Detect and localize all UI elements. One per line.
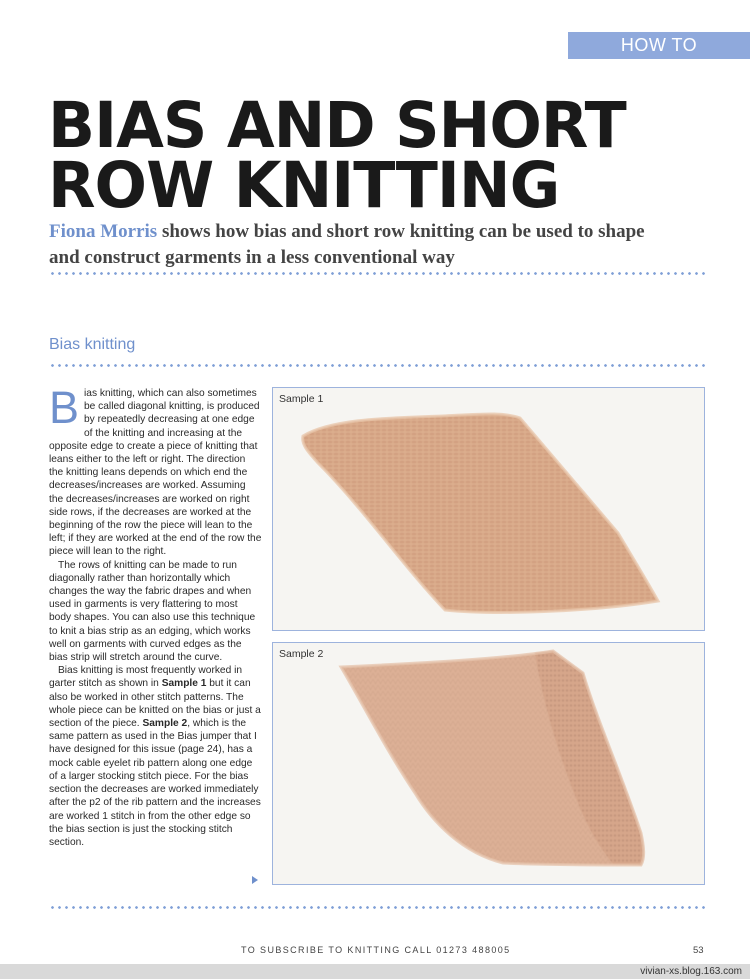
watermark-bar (0, 964, 750, 979)
subscribe-footer: TO SUBSCRIBE TO KNITTING CALL 01273 488005 (241, 945, 511, 955)
article-title (48, 89, 626, 222)
standfirst-text: shows how bias and short row knitting can be used to shape and construct garments in a less conventional way (49, 221, 645, 268)
paragraph-1-text: ias knitting, which can also sometimes be called diagonal knitting, is produced by repeatedly decreasing at one edge of the knitting and increasing at the opposite edge to create a piece of knitting that leans either to the left or right. The direction the knitting leans depends on which end the decreases/increases are worked. Assuming the decreases/increases are worked on right side rows, if the decreases are worked at the beginning of the row the piece will lean to the left; if they are worked at the end of the row the piece will lean to the right. (49, 388, 262, 558)
sample-2-label: Sample 2 (279, 648, 324, 660)
continue-arrow-icon (252, 876, 258, 884)
sample-1-swatch (303, 414, 658, 612)
dotted-divider-bottom (49, 906, 705, 909)
title-line-2: ROW KNITTING (48, 149, 560, 222)
sample-2-photo (272, 642, 705, 885)
dotted-divider-section (49, 364, 705, 367)
paragraph-2: The rows of knitting can be made to run diagonally rather than horizontally which changes the way the fabric drapes and when used in garments is very flattering to most body shapes. You can also use this technique to knit a bias strip as an edging, which works well on garments with curved edges as the bias strip will stretch around the curve. (49, 559, 256, 664)
sample-2-swatch-image (273, 643, 704, 884)
paragraph-3-text-e: , which is the same pattern as used in the Bias jumper that I have designed for this issue (page 24), has a mock cable eyelet rib pattern along one edge of a larger stocking stitch piece. For the bias section the decreases are worked immediately after the p2 of the rib pattern and the increases are worked 1 stitch in from the other edge so the bias section is just the stocking stitch section. (49, 718, 261, 848)
drop-cap: B (49, 382, 80, 433)
paragraph-3-text-c: but it can also be worked in other stitch patterns. The whole piece can be knitted on the bias or just a section of the piece. (49, 678, 261, 730)
sample-1-swatch-image (273, 388, 704, 630)
page-number: 53 (693, 945, 704, 956)
title-line-1: BIAS AND SHORT (48, 89, 626, 162)
article-standfirst (49, 219, 669, 271)
body-text-column (49, 382, 262, 849)
section-heading: Bias knitting (49, 336, 136, 353)
sample-1-photo (272, 387, 705, 631)
paragraph-3-text-a: Bias knitting is most frequently worked in garter stitch as shown in (49, 665, 243, 690)
sample-1-reference: Sample 1 (161, 678, 207, 690)
watermark-text: vivian-xs.blog.163.com (640, 966, 742, 977)
sample-1-label: Sample 1 (279, 393, 324, 405)
author-name: Fiona Morris (49, 221, 158, 242)
section-tab-how-to: HOW TO (568, 32, 750, 59)
paragraph-1 (49, 382, 262, 559)
sample-2-reference: Sample 2 (142, 718, 188, 730)
paragraph-3 (49, 664, 262, 849)
dotted-divider-top (49, 272, 705, 275)
